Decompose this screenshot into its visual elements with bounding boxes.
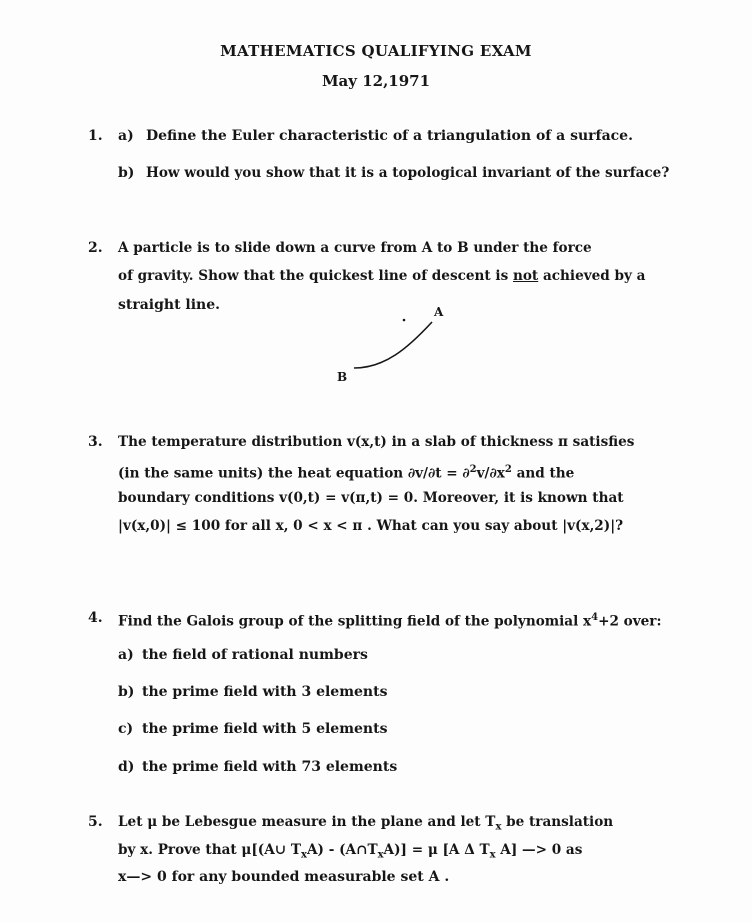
question-1b-text: How would you show that it is a topological invariant of the surface?: [146, 165, 670, 181]
exam-date: May 12,1971: [321, 72, 431, 90]
question-number: 4.: [88, 610, 103, 626]
text-run: Find the Galois group of the splitting field of the polynomial x: [118, 613, 592, 630]
question-1a-text: Define the Euler characteristic of a triangulation of a surface.: [146, 128, 633, 144]
part-label: a): [118, 647, 134, 663]
stray-dot: [403, 319, 406, 322]
subscript: x: [489, 849, 496, 861]
subscript: x: [377, 849, 384, 861]
question-4a-text: the field of rational numbers: [142, 647, 368, 663]
text-run: and the: [511, 465, 575, 482]
question-4-stem: [118, 609, 661, 631]
question-2-line-2: [118, 267, 645, 285]
question-2-line-3: straight line.: [118, 297, 221, 313]
point-b-label: B: [337, 370, 348, 384]
part-label: d): [118, 759, 135, 775]
exam-title: MATHEMATICS QUALIFYING EXAM: [220, 42, 532, 60]
text-run: +2 over:: [598, 613, 662, 630]
subscript: x: [301, 849, 307, 861]
question-2-line-1: A particle is to slide down a curve from A to B under the force: [118, 240, 592, 256]
text-run: Let μ be Lebesgue measure in the plane and let T: [118, 814, 496, 830]
superscript: 2: [469, 464, 477, 475]
text-run: by x. Prove that μ[(A∪ T: [118, 842, 302, 858]
text-run: A] —> 0 as: [495, 842, 583, 858]
question-number: 2.: [88, 240, 103, 256]
question-3-line-2: [118, 461, 574, 483]
text-run: (in the same units) the heat equation ∂v/∂t = ∂: [118, 465, 470, 482]
text-run: of gravity. Show that the quickest line of descent is: [118, 268, 513, 284]
question-5-line-2: [118, 841, 582, 865]
question-3-line-3: boundary conditions v(0,t) = v(π,t) = 0. Moreover, it is known that: [118, 490, 624, 506]
text-run: achieved by a: [538, 268, 646, 284]
question-3-line-4: |v(x,0)| ≤ 100 for all x, 0 < x < π . What can you say about |v(x,2)|?: [118, 518, 624, 534]
text-run: A) - (A∩T: [307, 842, 378, 858]
part-label: b): [118, 165, 135, 181]
part-label: b): [118, 684, 135, 700]
superscript: 4: [591, 612, 599, 623]
descent-curve: [354, 322, 432, 368]
question-5-line-1: [118, 813, 613, 837]
part-label: c): [118, 721, 134, 737]
question-number: 5.: [88, 814, 103, 830]
underlined-word: not: [512, 268, 539, 284]
question-5-line-3: x—> 0 for any bounded measurable set A .: [118, 869, 450, 885]
question-number: 1.: [88, 128, 103, 144]
subscript: x: [495, 821, 502, 833]
question-number: 3.: [88, 434, 103, 450]
point-a-label: A: [434, 305, 444, 319]
text-run: A)] = μ [A Δ T: [383, 842, 490, 858]
question-4c-text: the prime field with 5 elements: [142, 721, 388, 737]
superscript: 2: [504, 464, 512, 475]
curve-diagram: [330, 298, 460, 390]
text-run: v/∂x: [476, 465, 505, 482]
question-4d-text: the prime field with 73 elements: [142, 759, 398, 775]
part-label: a): [118, 128, 134, 144]
question-3-line-1: The temperature distribution v(x,t) in a slab of thickness π satisfies: [118, 434, 635, 450]
question-4b-text: the prime field with 3 elements: [142, 684, 388, 700]
text-run: be translation: [501, 814, 614, 830]
